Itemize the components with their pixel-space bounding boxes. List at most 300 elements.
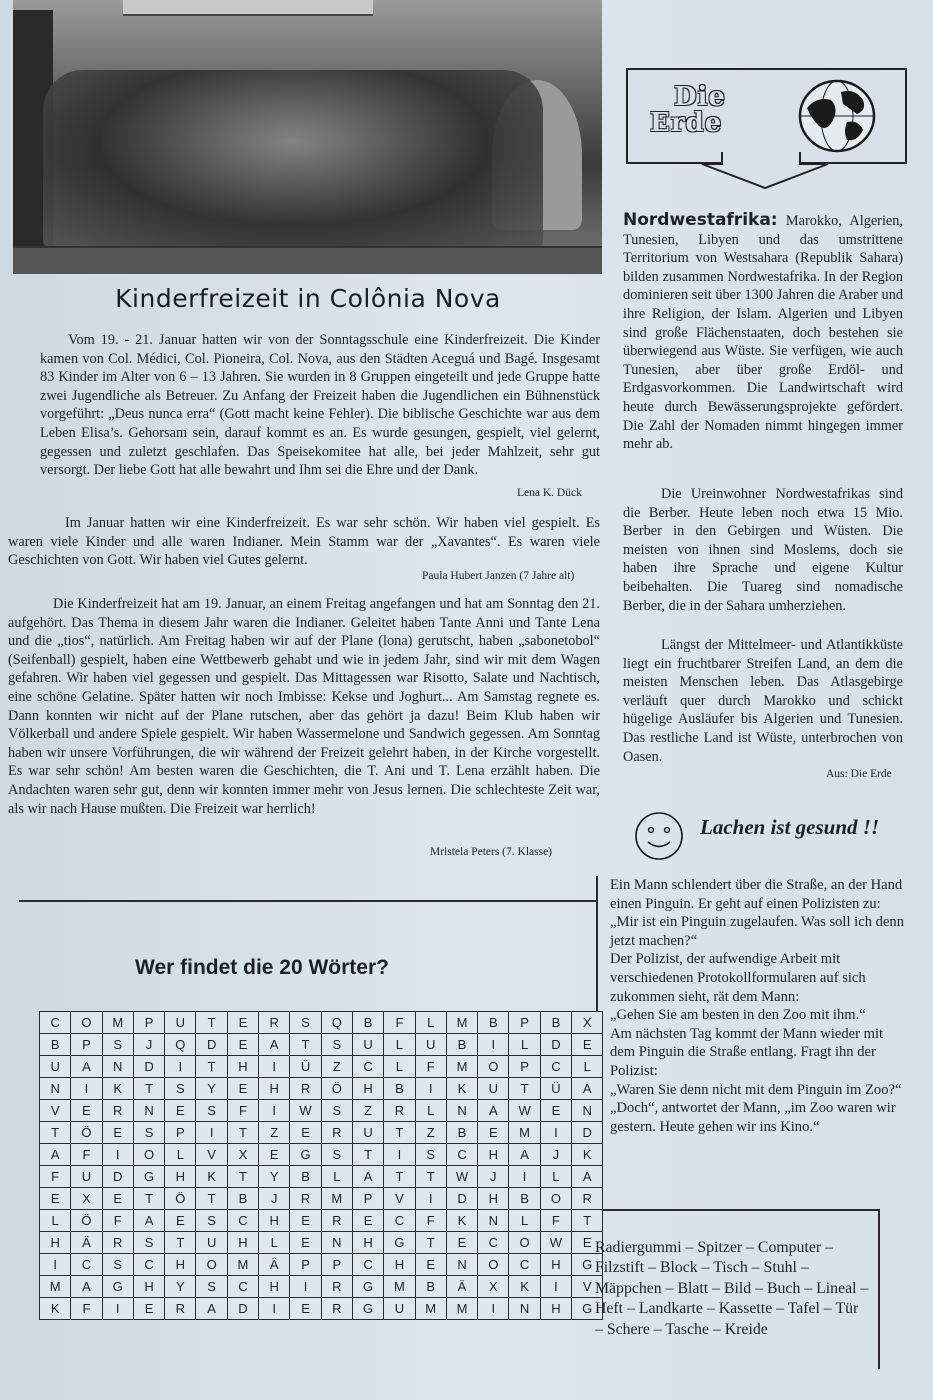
grid-cell[interactable]: F bbox=[384, 1012, 415, 1034]
grid-cell[interactable]: C bbox=[227, 1210, 258, 1232]
grid-cell[interactable]: T bbox=[227, 1166, 258, 1188]
grid-cell[interactable]: C bbox=[540, 1056, 571, 1078]
grid-cell[interactable]: I bbox=[540, 1276, 571, 1298]
grid-cell[interactable]: P bbox=[165, 1122, 196, 1144]
grid-cell[interactable]: M bbox=[227, 1254, 258, 1276]
grid-cell[interactable]: M bbox=[446, 1298, 477, 1320]
grid-cell[interactable]: C bbox=[509, 1254, 540, 1276]
grid-cell[interactable]: D bbox=[102, 1166, 133, 1188]
grid-cell[interactable]: F bbox=[540, 1210, 571, 1232]
grid-cell[interactable]: Ü bbox=[540, 1078, 571, 1100]
grid-cell[interactable]: Ü bbox=[290, 1056, 321, 1078]
grid-cell[interactable]: R bbox=[102, 1232, 133, 1254]
grid-cell[interactable]: C bbox=[352, 1056, 383, 1078]
grid-cell[interactable]: I bbox=[259, 1056, 290, 1078]
grid-cell[interactable]: D bbox=[572, 1122, 603, 1144]
grid-cell[interactable]: V bbox=[572, 1276, 603, 1298]
grid-cell[interactable]: L bbox=[165, 1144, 196, 1166]
grid-cell[interactable]: Y bbox=[165, 1276, 196, 1298]
grid-cell[interactable]: W bbox=[290, 1100, 321, 1122]
grid-cell[interactable]: X bbox=[227, 1144, 258, 1166]
grid-cell[interactable]: F bbox=[227, 1100, 258, 1122]
globe-icon bbox=[797, 78, 877, 154]
grid-cell[interactable]: C bbox=[40, 1012, 71, 1034]
grid-cell[interactable]: U bbox=[352, 1034, 383, 1056]
joke-line: „Mir ist ein Pinguin zugelaufen. Was soll ich denn jetzt machen?“ bbox=[610, 914, 905, 949]
grid-cell[interactable]: H bbox=[165, 1166, 196, 1188]
grid-cell[interactable]: B bbox=[290, 1166, 321, 1188]
grid-cell[interactable]: M bbox=[384, 1276, 415, 1298]
grid-cell[interactable]: Ä bbox=[71, 1232, 102, 1254]
grid-cell[interactable]: A bbox=[71, 1056, 102, 1078]
grid-cell[interactable]: V bbox=[40, 1100, 71, 1122]
grid-row bbox=[40, 1078, 603, 1100]
grid-cell[interactable]: K bbox=[446, 1210, 477, 1232]
grid-row bbox=[40, 1100, 603, 1122]
grid-cell[interactable]: E bbox=[259, 1144, 290, 1166]
grid-cell[interactable]: E bbox=[540, 1100, 571, 1122]
grid-cell[interactable]: X bbox=[71, 1188, 102, 1210]
grid-cell[interactable]: E bbox=[40, 1188, 71, 1210]
grid-cell[interactable]: I bbox=[415, 1078, 446, 1100]
grid-cell[interactable]: I bbox=[540, 1122, 571, 1144]
grid-cell[interactable]: E bbox=[165, 1100, 196, 1122]
grid-cell[interactable]: M bbox=[446, 1012, 477, 1034]
grid-cell[interactable]: R bbox=[290, 1078, 321, 1100]
grid-cell[interactable]: P bbox=[71, 1034, 102, 1056]
grid-cell[interactable]: A bbox=[40, 1144, 71, 1166]
grid-cell[interactable]: K bbox=[509, 1276, 540, 1298]
grid-cell[interactable]: S bbox=[415, 1144, 446, 1166]
grid-cell[interactable]: A bbox=[196, 1298, 227, 1320]
grid-cell[interactable]: C bbox=[133, 1254, 164, 1276]
photo-banner bbox=[123, 0, 373, 16]
grid-cell[interactable]: M bbox=[321, 1188, 352, 1210]
grid-cell[interactable]: S bbox=[321, 1144, 352, 1166]
grid-cell[interactable]: H bbox=[478, 1144, 509, 1166]
grid-cell[interactable]: R bbox=[321, 1210, 352, 1232]
grid-cell[interactable]: U bbox=[71, 1166, 102, 1188]
grid-cell[interactable]: L bbox=[40, 1210, 71, 1232]
grid-cell[interactable]: R bbox=[384, 1100, 415, 1122]
grid-cell[interactable]: A bbox=[572, 1078, 603, 1100]
grid-cell[interactable]: A bbox=[478, 1100, 509, 1122]
grid-cell[interactable]: S bbox=[196, 1210, 227, 1232]
grid-cell[interactable]: E bbox=[446, 1232, 477, 1254]
grid-cell[interactable]: E bbox=[227, 1034, 258, 1056]
photo-children-crowd bbox=[43, 70, 543, 250]
grid-cell[interactable]: C bbox=[352, 1254, 383, 1276]
signature-lena: Lena K. Dück bbox=[517, 487, 582, 499]
grid-cell[interactable]: H bbox=[259, 1078, 290, 1100]
grid-cell[interactable]: J bbox=[478, 1166, 509, 1188]
grid-cell[interactable]: T bbox=[509, 1078, 540, 1100]
grid-cell[interactable]: F bbox=[71, 1144, 102, 1166]
nordwestafrika-paragraph-1: Nordwestafrika: Marokko, Algerien, Tunesien, Libyen und das umstrittene Territorium von Westsahara (Republik Sahara) bilden zusammen Nordwestafrika. In der Region dominieren seit über 1300 Jahren die Araber und ihre Religion, der Islam. Algerien und Libyen sind große Flächenstaaten, doch bestehen sie überwiegend aus Wüste. Sie verfügen, wie auch Tunesien, aber über große Erdöl- und Erdgasvorkommen. Die Landwirtschaft wird heute durch Bewässerungsprojekte gefördert. Die Zahl der Nomaden nimmt hingegen immer mehr ab. bbox=[623, 210, 903, 453]
kinderfreizeit-title: Kinderfreizeit in Colônia Nova bbox=[115, 284, 501, 313]
grid-cell[interactable]: B bbox=[227, 1188, 258, 1210]
grid-cell[interactable]: L bbox=[540, 1166, 571, 1188]
grid-cell[interactable]: N bbox=[133, 1100, 164, 1122]
grid-cell[interactable]: L bbox=[259, 1232, 290, 1254]
grid-cell[interactable]: M bbox=[509, 1122, 540, 1144]
grid-cell[interactable]: E bbox=[478, 1122, 509, 1144]
joke-line: Der Polizist, der aufwendige Arbeit mit verschiedenen Protokollformularen auf sich zukommen sieht, rät dem Mann: bbox=[610, 951, 866, 1005]
source-die-erde: Aus: Die Erde bbox=[826, 768, 892, 780]
grid-cell[interactable]: P bbox=[509, 1056, 540, 1078]
grid-row bbox=[40, 1276, 603, 1298]
grid-cell[interactable]: Y bbox=[259, 1166, 290, 1188]
grid-cell[interactable]: P bbox=[290, 1254, 321, 1276]
grid-cell[interactable]: H bbox=[352, 1078, 383, 1100]
grid-cell[interactable]: O bbox=[196, 1254, 227, 1276]
grid-cell[interactable]: E bbox=[290, 1122, 321, 1144]
grid-cell[interactable]: I bbox=[415, 1188, 446, 1210]
grid-cell[interactable]: H bbox=[259, 1210, 290, 1232]
grid-cell[interactable]: B bbox=[352, 1012, 383, 1034]
grid-cell[interactable]: P bbox=[509, 1012, 540, 1034]
grid-cell[interactable]: W bbox=[540, 1232, 571, 1254]
grid-cell[interactable]: I bbox=[259, 1100, 290, 1122]
grid-cell[interactable]: P bbox=[352, 1188, 383, 1210]
words-frame-right bbox=[878, 1209, 880, 1369]
grid-cell[interactable]: R bbox=[102, 1100, 133, 1122]
grid-cell[interactable]: T bbox=[415, 1232, 446, 1254]
grid-cell[interactable]: O bbox=[133, 1144, 164, 1166]
grid-cell[interactable]: E bbox=[102, 1188, 133, 1210]
puzzle-frame-top bbox=[19, 900, 596, 902]
grid-cell[interactable]: R bbox=[290, 1188, 321, 1210]
grid-cell[interactable]: T bbox=[384, 1166, 415, 1188]
grid-cell[interactable]: C bbox=[478, 1232, 509, 1254]
grid-cell[interactable]: U bbox=[415, 1034, 446, 1056]
grid-cell[interactable]: U bbox=[40, 1056, 71, 1078]
grid-row bbox=[40, 1122, 603, 1144]
grid-cell[interactable]: G bbox=[352, 1298, 383, 1320]
grid-cell[interactable]: V bbox=[384, 1188, 415, 1210]
grid-cell[interactable]: F bbox=[415, 1210, 446, 1232]
grid-cell[interactable]: I bbox=[384, 1144, 415, 1166]
grid-cell[interactable]: M bbox=[102, 1012, 133, 1034]
grid-cell[interactable]: E bbox=[290, 1298, 321, 1320]
grid-cell[interactable]: H bbox=[165, 1254, 196, 1276]
grid-cell[interactable]: H bbox=[133, 1276, 164, 1298]
joke-line: Am nächsten Tag kommt der Mann wieder mit dem Pinguin die Straße entlang. Fragt ihn der Polizist: bbox=[610, 1025, 884, 1079]
grid-cell[interactable]: D bbox=[227, 1298, 258, 1320]
grid-cell[interactable]: K bbox=[102, 1078, 133, 1100]
grid-cell[interactable]: D bbox=[196, 1034, 227, 1056]
nordwestafrika-paragraph-2: Die Ureinwohner Nordwestafrikas sind die Berber. Heute leben noch etwa 15 Mio. Berber in den Gebirgen und Wüsten. Die meisten von ihnen sind Moslems, doch sie haben ihre Sprache und eigene Kultur beibehalten. Die Tuareg sind nomadische Berber, die in der Sahara umherziehen. bbox=[623, 486, 903, 614]
grid-cell[interactable]: E bbox=[415, 1254, 446, 1276]
grid-row bbox=[40, 1298, 603, 1320]
grid-cell[interactable]: Ö bbox=[321, 1078, 352, 1100]
arrow-down-icon bbox=[700, 150, 830, 190]
grid-cell[interactable]: E bbox=[572, 1034, 603, 1056]
grid-cell[interactable]: Ö bbox=[165, 1188, 196, 1210]
grid-cell[interactable]: T bbox=[415, 1166, 446, 1188]
grid-cell[interactable]: Q bbox=[165, 1034, 196, 1056]
grid-cell[interactable]: T bbox=[384, 1122, 415, 1144]
grid-cell[interactable]: N bbox=[321, 1232, 352, 1254]
grid-cell[interactable]: O bbox=[478, 1254, 509, 1276]
grid-cell[interactable]: K bbox=[446, 1078, 477, 1100]
words-frame-top bbox=[596, 1209, 879, 1211]
grid-cell[interactable]: H bbox=[540, 1298, 571, 1320]
grid-cell[interactable]: A bbox=[259, 1034, 290, 1056]
grid-cell[interactable]: E bbox=[572, 1232, 603, 1254]
grid-cell[interactable]: L bbox=[415, 1012, 446, 1034]
grid-cell[interactable]: N bbox=[40, 1078, 71, 1100]
grid-cell[interactable]: U bbox=[352, 1122, 383, 1144]
grid-cell[interactable]: G bbox=[102, 1276, 133, 1298]
grid-cell[interactable]: B bbox=[509, 1188, 540, 1210]
grid-cell[interactable]: M bbox=[446, 1056, 477, 1078]
grid-cell[interactable]: I bbox=[259, 1298, 290, 1320]
grid-cell[interactable]: R bbox=[321, 1276, 352, 1298]
kinderfreizeit-paragraph-2: Im Januar hatten wir eine Kinderfreizeit. Es war sehr schön. Wir haben viel gespielt. Es waren viele Kinder und alle waren Indianer. Mein Stamm war der „Xavantes“. Es waren viele Geschichten von Gott. Wir haben viel Gutes gelernt. bbox=[8, 515, 600, 569]
grid-cell[interactable]: R bbox=[321, 1298, 352, 1320]
grid-cell[interactable]: L bbox=[415, 1100, 446, 1122]
grid-cell[interactable]: H bbox=[259, 1276, 290, 1298]
nordwestafrika-paragraph-3: Längst der Mittelmeer- und Atlantikküste liegt ein fruchtbarer Streifen Land, an dem die meisten Menschen leben. Das Atlasgebirge verläuft quer durch Marokko und schickt hügelige Ausläufer bis Algerien und Tunesien. Das restliche Land ist Wüste, unterbrochen von Oasen. bbox=[623, 637, 903, 765]
grid-row bbox=[40, 1144, 603, 1166]
grid-cell[interactable]: A bbox=[133, 1210, 164, 1232]
grid-cell[interactable]: D bbox=[133, 1056, 164, 1078]
kinderfreizeit-paragraph-3: Die Kinderfreizeit hat am 19. Januar, an einem Freitag angefangen und hat am Sonntag den 21. aufgehört. Das Thema in diesem Jahr waren die Indianer. Geleitet haben Tante Anni und Tante Lena und die „tios“, natürlich. Am Freitag haben wir auf der Plane (lona) gerutscht, haben „sabonetobol“ (Seifenball) gespielt, haben eine Wettbewerb gehabt und wie in jedem Jahr, sind wir mit dem Wagen gefahren. Wir haben viel gegessen und gespielt. Das Mittagessen war Risotto, Salate und Nachtisch, eine schöne Gelatine. Später hatten wir noch Imbisse: Kekse und Joghurt... Am Samstag regnete es. Dann konnten wir nicht auf der Plane rutschen, aber das gehört ja dazu! Beim Klub haben wir Völkerball und andere Spiele gespielt. Wir haben Wassermelone und Sandwich gegessen. Am Sonntag haben wir unsere Vorführungen, die wir während der Freizeit gelehrt haben, in der Kirche vorgestellt. Es war sehr schön! Am besten waren die Geschichten, die T. Ani und T. Lena erzählt haben. Die Andachten waren sehr gut, denn wir konnten immer mehr von Jesus lernen. Die schlechteste Zeit war, als wir nach Hause mußten. Die Freizeit war herrlich! bbox=[8, 596, 600, 817]
signature-mristela: Mristela Peters (7. Klasse) bbox=[430, 846, 552, 858]
grid-cell[interactable]: I bbox=[290, 1276, 321, 1298]
grid-cell[interactable]: E bbox=[71, 1100, 102, 1122]
grid-cell[interactable]: B bbox=[40, 1034, 71, 1056]
grid-cell[interactable]: S bbox=[321, 1034, 352, 1056]
grid-cell[interactable]: Z bbox=[352, 1100, 383, 1122]
grid-cell[interactable]: J bbox=[259, 1188, 290, 1210]
grid-cell[interactable]: U bbox=[196, 1232, 227, 1254]
grid-cell[interactable]: V bbox=[196, 1144, 227, 1166]
grid-cell[interactable]: B bbox=[446, 1122, 477, 1144]
grid-cell[interactable]: S bbox=[290, 1012, 321, 1034]
grid-cell[interactable]: H bbox=[227, 1056, 258, 1078]
grid-cell[interactable]: M bbox=[415, 1298, 446, 1320]
grid-cell[interactable]: T bbox=[196, 1012, 227, 1034]
grid-cell[interactable]: F bbox=[415, 1056, 446, 1078]
grid-cell[interactable]: X bbox=[572, 1012, 603, 1034]
grid-cell[interactable]: C bbox=[71, 1254, 102, 1276]
grid-cell[interactable]: Ä bbox=[446, 1276, 477, 1298]
grid-cell[interactable]: I bbox=[40, 1254, 71, 1276]
grid-cell[interactable]: T bbox=[572, 1210, 603, 1232]
grid-cell[interactable]: S bbox=[321, 1100, 352, 1122]
grid-cell[interactable]: T bbox=[133, 1188, 164, 1210]
grid-cell[interactable]: R bbox=[165, 1298, 196, 1320]
grid-cell[interactable]: S bbox=[165, 1078, 196, 1100]
grid-cell[interactable]: S bbox=[102, 1034, 133, 1056]
grid-cell[interactable]: E bbox=[227, 1012, 258, 1034]
grid-cell[interactable]: I bbox=[165, 1056, 196, 1078]
grid-cell[interactable]: W bbox=[446, 1166, 477, 1188]
grid-cell[interactable]: N bbox=[509, 1298, 540, 1320]
grid-cell[interactable]: X bbox=[478, 1276, 509, 1298]
photo-stage bbox=[13, 246, 602, 274]
grid-cell[interactable]: K bbox=[40, 1298, 71, 1320]
grid-cell[interactable]: C bbox=[446, 1144, 477, 1166]
grid-cell[interactable]: D bbox=[540, 1034, 571, 1056]
grid-cell[interactable]: I bbox=[478, 1034, 509, 1056]
grid-cell[interactable]: Z bbox=[259, 1122, 290, 1144]
grid-cell[interactable]: L bbox=[509, 1034, 540, 1056]
grid-cell[interactable]: B bbox=[446, 1034, 477, 1056]
grid-cell[interactable]: T bbox=[133, 1078, 164, 1100]
nordwestafrika-heading: Nordwestafrika: bbox=[623, 210, 778, 230]
grid-cell[interactable]: B bbox=[478, 1012, 509, 1034]
grid-row bbox=[40, 1232, 603, 1254]
grid-cell[interactable]: T bbox=[40, 1122, 71, 1144]
grid-cell[interactable]: U bbox=[384, 1298, 415, 1320]
grid-cell[interactable]: U bbox=[478, 1078, 509, 1100]
grid-cell[interactable]: I bbox=[102, 1144, 133, 1166]
grid-cell[interactable]: U bbox=[165, 1012, 196, 1034]
grid-cell[interactable]: K bbox=[572, 1144, 603, 1166]
grid-cell[interactable]: G bbox=[384, 1232, 415, 1254]
grid-cell[interactable]: K bbox=[196, 1166, 227, 1188]
grid-cell[interactable]: E bbox=[102, 1122, 133, 1144]
grid-row bbox=[40, 1254, 603, 1276]
grid-cell[interactable]: C bbox=[227, 1276, 258, 1298]
grid-cell[interactable]: D bbox=[446, 1188, 477, 1210]
grid-cell[interactable]: T bbox=[227, 1122, 258, 1144]
grid-cell[interactable]: N bbox=[572, 1100, 603, 1122]
grid-cell[interactable]: M bbox=[40, 1276, 71, 1298]
grid-cell[interactable]: H bbox=[384, 1254, 415, 1276]
grid-cell[interactable]: E bbox=[290, 1210, 321, 1232]
grid-cell[interactable]: R bbox=[321, 1122, 352, 1144]
grid-cell[interactable]: S bbox=[133, 1122, 164, 1144]
grid-cell[interactable]: W bbox=[509, 1100, 540, 1122]
grid-cell[interactable]: P bbox=[133, 1012, 164, 1034]
grid-cell[interactable]: F bbox=[102, 1210, 133, 1232]
grid-cell[interactable]: A bbox=[352, 1166, 383, 1188]
grid-row bbox=[40, 1012, 603, 1034]
grid-cell[interactable]: L bbox=[384, 1056, 415, 1078]
grid-cell[interactable]: T bbox=[196, 1056, 227, 1078]
grid-cell[interactable]: B bbox=[415, 1276, 446, 1298]
grid-cell[interactable]: G bbox=[290, 1144, 321, 1166]
grid-cell[interactable]: R bbox=[572, 1188, 603, 1210]
grid-cell[interactable]: H bbox=[478, 1188, 509, 1210]
grid-cell[interactable]: Q bbox=[321, 1012, 352, 1034]
grid-cell[interactable]: F bbox=[71, 1298, 102, 1320]
grid-cell[interactable]: Ö bbox=[71, 1210, 102, 1232]
smiley-icon bbox=[634, 811, 684, 861]
grid-cell[interactable]: T bbox=[290, 1034, 321, 1056]
grid-cell[interactable]: Y bbox=[196, 1078, 227, 1100]
grid-cell[interactable]: G bbox=[133, 1166, 164, 1188]
kinderfreizeit-paragraph-1: Vom 19. - 21. Januar hatten wir von der Sonntagsschule eine Kinderfreizeit. Die Kinder kamen von Col. Médici, Col. Pioneira, Col. Nova, aus den Städten Aceguá und Bagé. Insgesamt 83 Kinder im Alter von 6 – 13 Jahren. Sie wurden in 8 Gruppen eingeteilt und jede Gruppe hatte zwei Jugendliche als Betreuer. Zu Anfang der Freizeit haben die Jugendlichen ein Bühnenstück vorgeführt: „Deus nunca erra“ (Gott macht keine Fehler). Die biblische Geschichte war aus dem Leben Elisa’s. Gehorsam sein, darauf kommt es an. Es wurde gesungen, gespielt, viel gelernt, gegessen und zuletzt geschlafen. Das Speisekomitee hat alle, bei jeder Mahlzeit, sehr gut versorgt. Der liebe Gott hat alle bewahrt und Ihm sei die Ehre und der Dank. bbox=[40, 332, 600, 479]
grid-cell[interactable]: B bbox=[540, 1012, 571, 1034]
grid-cell[interactable]: E bbox=[227, 1078, 258, 1100]
joke-line: „Doch“, antwortet der Mann, „im Zoo waren wir gestern. Heute gehen wir ins Kino.“ bbox=[610, 1100, 896, 1135]
grid-cell[interactable]: N bbox=[446, 1254, 477, 1276]
grid-cell[interactable]: O bbox=[71, 1012, 102, 1034]
grid-cell[interactable]: A bbox=[509, 1144, 540, 1166]
grid-cell[interactable]: E bbox=[165, 1210, 196, 1232]
grid-cell[interactable]: G bbox=[572, 1298, 603, 1320]
grid-cell[interactable]: J bbox=[540, 1144, 571, 1166]
grid-cell[interactable]: S bbox=[196, 1100, 227, 1122]
grid-cell[interactable]: H bbox=[540, 1254, 571, 1276]
group-photo bbox=[13, 0, 602, 274]
grid-cell[interactable]: L bbox=[509, 1210, 540, 1232]
joke-line: „Gehen Sie am besten in den Zoo mit ihm.“ bbox=[610, 1007, 866, 1024]
grid-cell[interactable]: I bbox=[478, 1298, 509, 1320]
grid-cell[interactable]: I bbox=[196, 1122, 227, 1144]
grid-row bbox=[40, 1210, 603, 1232]
grid-cell[interactable]: O bbox=[478, 1056, 509, 1078]
grid-cell[interactable]: E bbox=[290, 1232, 321, 1254]
grid-cell[interactable]: A bbox=[71, 1276, 102, 1298]
grid-cell[interactable]: N bbox=[478, 1210, 509, 1232]
grid-cell[interactable]: E bbox=[133, 1298, 164, 1320]
grid-cell[interactable]: G bbox=[572, 1254, 603, 1276]
grid-row bbox=[40, 1056, 603, 1078]
grid-cell[interactable]: B bbox=[384, 1078, 415, 1100]
joke-line: „Waren Sie denn nicht mit dem Pinguin im Zoo?“ bbox=[610, 1081, 902, 1098]
grid-cell[interactable]: I bbox=[509, 1166, 540, 1188]
grid-cell[interactable]: L bbox=[384, 1034, 415, 1056]
grid-cell[interactable]: Ö bbox=[71, 1122, 102, 1144]
word-search-grid bbox=[39, 1011, 603, 1320]
grid-cell[interactable]: H bbox=[40, 1232, 71, 1254]
grid-cell[interactable]: Z bbox=[321, 1056, 352, 1078]
grid-cell[interactable]: S bbox=[102, 1254, 133, 1276]
signature-paula: Paula Hubert Janzen (7 Jahre alt) bbox=[422, 570, 575, 582]
puzzle-title: Wer findet die 20 Wörter? bbox=[135, 956, 389, 979]
grid-cell[interactable]: H bbox=[227, 1232, 258, 1254]
grid-cell[interactable]: J bbox=[133, 1034, 164, 1056]
grid-row bbox=[40, 1166, 603, 1188]
grid-cell[interactable]: Ä bbox=[259, 1254, 290, 1276]
grid-cell[interactable]: T bbox=[352, 1144, 383, 1166]
grid-cell[interactable]: T bbox=[196, 1188, 227, 1210]
grid-cell[interactable]: P bbox=[321, 1254, 352, 1276]
grid-cell[interactable]: R bbox=[259, 1012, 290, 1034]
grid-cell[interactable]: H bbox=[352, 1232, 383, 1254]
die-erde-logo-text: Die Erde bbox=[650, 82, 726, 138]
grid-cell[interactable]: T bbox=[165, 1232, 196, 1254]
grid-cell[interactable]: S bbox=[196, 1276, 227, 1298]
grid-cell[interactable]: F bbox=[40, 1166, 71, 1188]
grid-cell[interactable]: N bbox=[446, 1100, 477, 1122]
grid-cell[interactable]: I bbox=[71, 1078, 102, 1100]
grid-row bbox=[40, 1034, 603, 1056]
joke-title: Lachen ist gesund !! bbox=[700, 815, 880, 839]
joke-text bbox=[610, 876, 905, 1136]
grid-cell[interactable]: Z bbox=[415, 1122, 446, 1144]
grid-cell[interactable]: O bbox=[509, 1232, 540, 1254]
grid-cell[interactable]: S bbox=[133, 1232, 164, 1254]
joke-line: Ein Mann schlendert über die Straße, an der Hand einen Pinguin. Er geht auf einen Polizisten zu: bbox=[610, 877, 903, 912]
grid-cell[interactable]: G bbox=[352, 1276, 383, 1298]
word-list: Radiergummi – Spitzer – Computer – Filzstift – Block – Tisch – Stuhl – Mäppchen – Blatt – Bild – Buch – Lineal – Heft – Landkarte – Kassette – Tafel – Tür – Schere – Tasche – Kreide bbox=[595, 1239, 869, 1338]
grid-cell[interactable]: E bbox=[352, 1210, 383, 1232]
grid-cell[interactable]: L bbox=[321, 1166, 352, 1188]
grid-cell[interactable]: I bbox=[102, 1298, 133, 1320]
grid-cell[interactable]: L bbox=[572, 1056, 603, 1078]
grid-cell[interactable]: O bbox=[540, 1188, 571, 1210]
grid-cell[interactable]: N bbox=[102, 1056, 133, 1078]
grid-cell[interactable]: A bbox=[572, 1166, 603, 1188]
grid-cell[interactable]: C bbox=[384, 1210, 415, 1232]
